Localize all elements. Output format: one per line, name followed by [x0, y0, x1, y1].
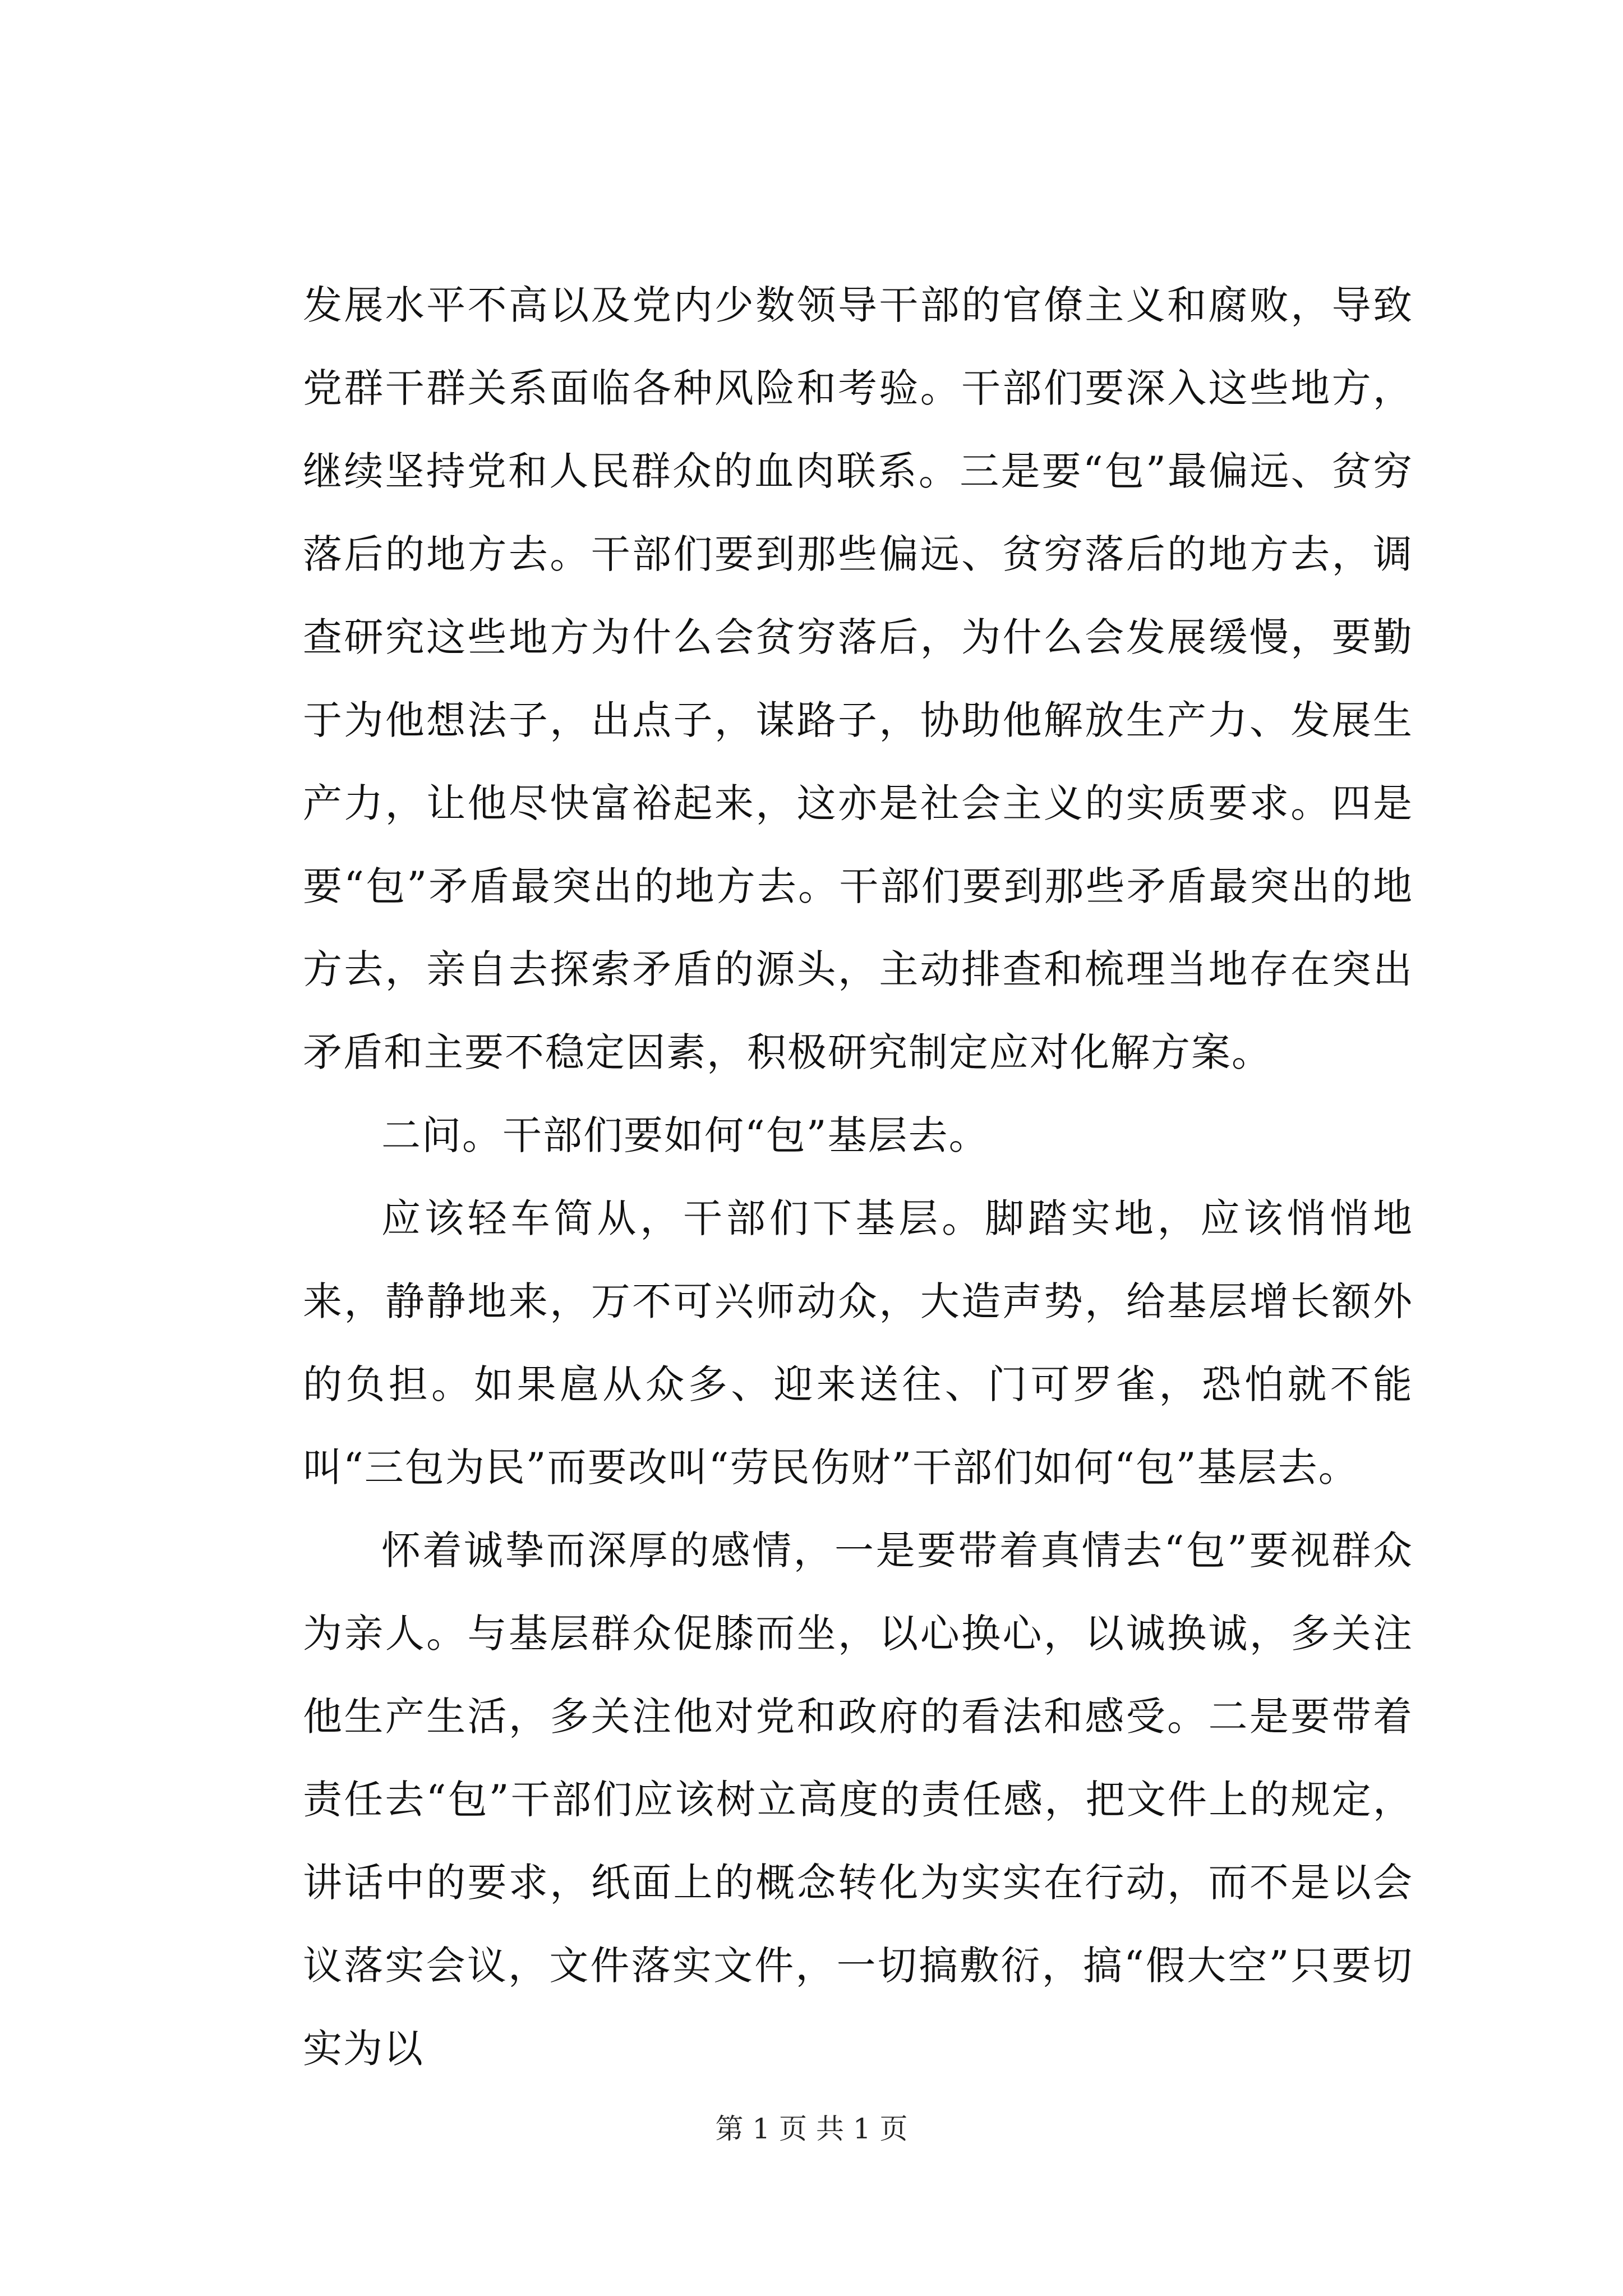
document-body: [303, 264, 1413, 2090]
page-footer: [0, 2112, 1623, 2146]
paragraph-2: 二问。干部们要如何“包”基层去。: [381, 1112, 989, 1158]
page-number-label: 第 1 页 共 1 页: [715, 2113, 908, 2145]
paragraph-1: 发展水平不高以及党内少数领导干部的官僚主义和腐败，导致党群干群关系面临各种风险和考验。干部们要深入这些地方，继续坚持党和人民群众的血肉联系。三是要“包”最偏远、贫穷落后的地方去。干部们要到那些偏远、贫穷落后的地方去，调查研究这些地方为什么会贫穷落后，为什么会发展缓慢，要勤于为他想法子，出点子，谋路子，协助他解放生产力、发展生产力，让他尽快富裕起来，这亦是社会主义的实质要求。四是要“包”矛盾最突出的地方去。干部们要到那些矛盾最突出的地方去，亲自去探索矛盾的源头，主动排查和梳理当地存在突出矛盾和主要不稳定因素，积极研究制定应对化解方案。: [303, 282, 1413, 1075]
paragraph-4: 怀着诚挚而深厚的感情，一是要带着真情去“包”要视群众为亲人。与基层群众促膝而坐，以心换心，以诚换诚，多关注他生产生活，多关注他对党和政府的看法和感受。二是要带着责任去“包”干部们应该树立高度的责任感，把文件上的规定，讲话中的要求，纸面上的概念转化为实实在行动，而不是以会议落实会议，文件落实文件，一切搞敷衍，搞“假大空”只要切实为以: [303, 1527, 1413, 2072]
paragraph-3: 应该轻车简从，干部们下基层。脚踏实地，应该悄悄地来，静静地来，万不可兴师动众，大造声势，给基层增长额外的负担。如果扈从众多、迎来送往、门可罗雀，恐怕就不能叫“三包为民”而要改叫“劳民伤财”干部们如何“包”基层去。: [303, 1195, 1413, 1490]
